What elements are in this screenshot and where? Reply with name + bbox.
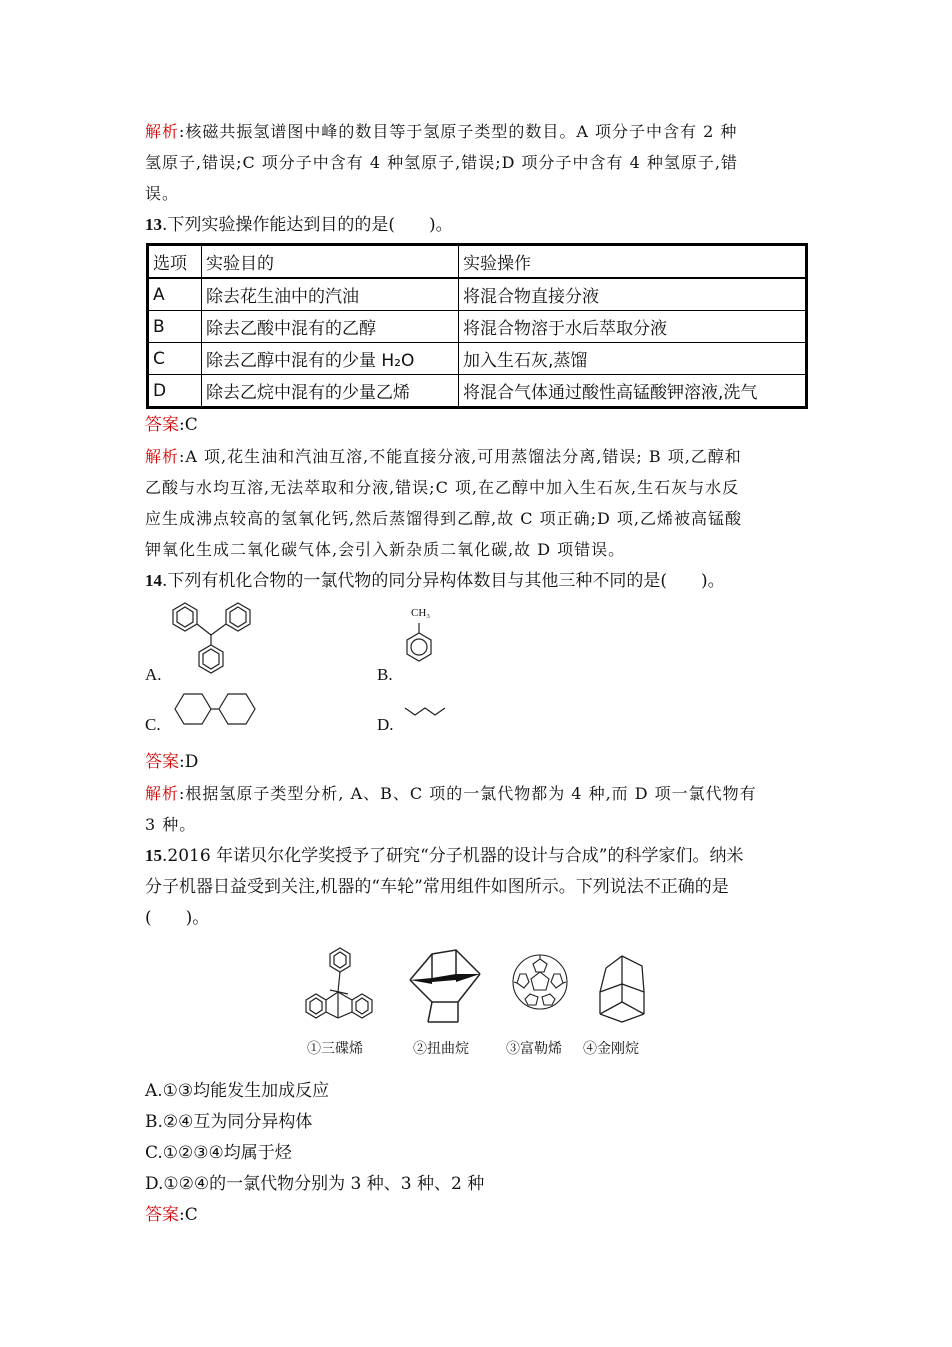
document-page xyxy=(145,116,810,1231)
q12-analysis-line-2: 氢原子,错误;C 项分子中含有 4 种氢原子,错误;D 项分子中含有 4 种氢原子,错 xyxy=(145,153,738,172)
q12-analysis-line-1: 解析:核磁共振氢谱图中峰的数目等于氢原子类型的数目。A 项分子中含有 2 种 xyxy=(145,122,738,141)
q15-option-d: D.①②④的一氯代物分别为 3 种、3 种、2 种 xyxy=(145,1174,485,1194)
triptycene-structure xyxy=(300,946,378,1036)
q14-option-b-label: B. xyxy=(377,665,393,684)
adamantane-structure xyxy=(592,944,658,1028)
table-cell: 除去乙醇中混有的少量 H₂O xyxy=(202,343,459,375)
table-row xyxy=(148,278,807,311)
toluene-structure xyxy=(395,623,455,683)
table-cell: 加入生石灰,蒸馏 xyxy=(459,343,807,375)
q14-options xyxy=(145,597,810,747)
q15-figure xyxy=(145,938,810,1076)
table-header-cell: 实验目的 xyxy=(202,245,459,279)
pentane-structure xyxy=(403,705,453,725)
q14-stem: 14.下列有机化合物的一氯代物的同分异构体数目与其他三种不同的是( )。 xyxy=(145,571,725,591)
bicyclohexyl-structure xyxy=(167,693,267,743)
table-cell: 除去乙烷中混有的少量乙烯 xyxy=(202,375,459,408)
table-header-row xyxy=(148,245,807,279)
figure-caption-3: ③富勒烯 xyxy=(506,1041,562,1057)
table-row xyxy=(148,375,807,408)
ch3-label: CH₃ xyxy=(411,607,431,619)
table-cell: A xyxy=(148,278,202,311)
q13-analysis-line-4: 钾氧化生成二氧化碳气体,会引入新杂质二氧化碳,故 D 项错误。 xyxy=(145,540,626,559)
q14-option-c-label: C. xyxy=(145,715,161,734)
q15-option-c: C.①②③④均属于烃 xyxy=(145,1143,292,1163)
q14-answer: 答案:D xyxy=(145,752,199,772)
q13-analysis-line-3: 应生成沸点较高的氢氧化钙,然后蒸馏得到乙醇,故 C 项正确;D 项,乙烯被高锰酸 xyxy=(145,509,742,528)
q12-analysis-line-3: 误。 xyxy=(145,184,180,203)
q13-answer: 答案:C xyxy=(145,415,198,435)
table-header-cell: 选项 xyxy=(148,245,202,279)
triphenylmethane-structure xyxy=(165,597,265,687)
fullerene-structure xyxy=(510,952,572,1014)
q14-analysis-line-1: 解析:根据氢原子类型分析, A、B、C 项的一氯代物都为 4 种,而 D 项一氯代物有 xyxy=(145,784,757,803)
table-cell: C xyxy=(148,343,202,375)
q13-analysis-line-2: 乙酸与水均互溶,无法萃取和分液,错误;C 项,在乙醇中加入生石灰,生石灰与水反 xyxy=(145,478,740,497)
q15-option-a: A.①③均能发生加成反应 xyxy=(145,1081,330,1101)
table-cell: 除去乙酸中混有的乙醇 xyxy=(202,311,459,343)
table-cell: 除去花生油中的汽油 xyxy=(202,278,459,311)
q14-analysis-line-2: 3 种。 xyxy=(145,815,197,834)
analysis-label: 解析 xyxy=(145,122,180,141)
q13-analysis-line-1: 解析:A 项,花生油和汽油互溶,不能直接分液,可用蒸馏法分离,错误; B 项,乙醇和 xyxy=(145,447,742,466)
q15-option-b: B.②④互为同分异构体 xyxy=(145,1112,313,1132)
q14-option-a-label: A. xyxy=(145,665,162,684)
table-header-cell: 实验操作 xyxy=(459,245,807,279)
table-cell: 将混合物直接分液 xyxy=(459,278,807,311)
figure-caption-2: ②扭曲烷 xyxy=(413,1041,469,1057)
q13-stem: 13.下列实验操作能达到目的的是( )。 xyxy=(145,215,453,235)
q15-answer: 答案:C xyxy=(145,1205,198,1225)
q15-stem-line-3: ( )。 xyxy=(145,908,210,928)
table-row xyxy=(148,311,807,343)
table-cell: 将混合物溶于水后萃取分液 xyxy=(459,311,807,343)
figure-caption-1: ①三碟烯 xyxy=(307,1041,363,1057)
twistane-structure xyxy=(402,944,488,1026)
q14-option-d-label: D. xyxy=(377,715,394,734)
table-row xyxy=(148,343,807,375)
q15-stem-line-1: 15.2016 年诺贝尔化学奖授予了研究“分子机器的设计与合成”的科学家们。纳米 xyxy=(145,846,744,866)
figure-caption-4: ④金刚烷 xyxy=(583,1041,639,1057)
q13-table xyxy=(146,243,808,409)
table-cell: B xyxy=(148,311,202,343)
q15-stem-line-2: 分子机器日益受到关注,机器的“车轮”常用组件如图所示。下列说法不正确的是 xyxy=(145,877,729,897)
table-cell: D xyxy=(148,375,202,408)
table-cell: 将混合气体通过酸性高锰酸钾溶液,洗气 xyxy=(459,375,807,408)
